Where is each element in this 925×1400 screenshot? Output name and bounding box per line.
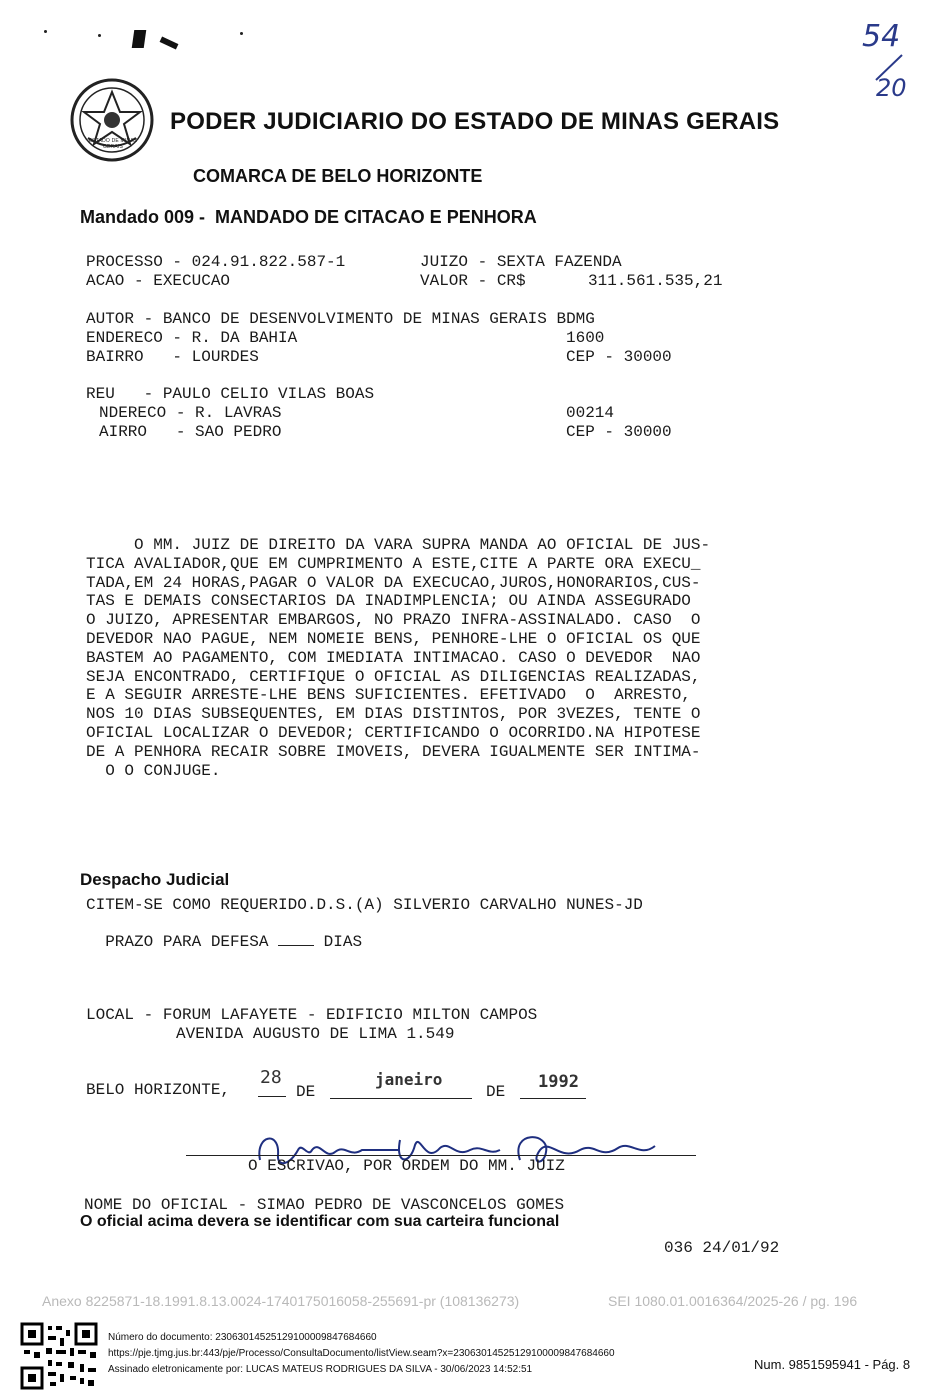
page-number: Num. 9851595941 - Pág. 8 — [754, 1357, 911, 1372]
date-day: 28 — [260, 1067, 282, 1088]
date-day-blank — [258, 1096, 286, 1097]
reu-endereco: NDERECO - R. LAVRAS — [99, 404, 282, 422]
date-de-1: DE — [296, 1083, 316, 1101]
despacho-text: CITEM-SE COMO REQUERIDO.D.S.(A) SILVERIO CARVALHO NUNES-JD — [86, 896, 643, 914]
date-month: janeiro — [375, 1070, 443, 1089]
despacho-heading: Despacho Judicial — [80, 870, 230, 889]
body-line: E A SEGUIR ARRESTE-LHE BENS SUFICIENTES. EFETIVADO O ARRESTO, — [86, 686, 691, 705]
body-line: DEVEDOR NAO PAGUE, NEM NOMEIE BENS, PENHORE-LHE O OFICIAL OS QUE — [86, 629, 701, 648]
valor-amount: 311.561.535,21 — [588, 272, 723, 290]
body-line: TICA AVALIADOR,QUE EM CUMPRIMENTO A ESTE,CITE A PARTE ORA EXECU_ — [86, 554, 701, 573]
comarca-heading: COMARCA DE BELO HORIZONTE — [193, 166, 483, 186]
reu-bairro: AIRRO - SAO PEDRO — [99, 423, 282, 441]
processo-number: PROCESSO - 024.91.822.587-1 — [86, 253, 346, 271]
autor-endereco: ENDERECO - R. DA BAHIA — [86, 329, 298, 347]
reu-numero: 00214 — [566, 404, 615, 422]
date-de-2: DE — [486, 1083, 506, 1101]
body-line: BASTEM AO PAGAMENTO, COM IMEDIATA INTIMACAO. CASO O DEVEDOR NAO — [86, 648, 701, 667]
autor-cep: CEP - 30000 — [566, 348, 672, 366]
valor-label: VALOR - CR$ — [420, 272, 526, 290]
local-line1: LOCAL - FORUM LAFAYETE - EDIFICIO MILTON CAMPOS — [86, 1006, 538, 1024]
body-line: DE A PENHORA RECAIR SOBRE IMOVEIS, DEVERA IGUALMENTE SER INTIMA- — [86, 742, 701, 761]
local-line2: AVENIDA AUGUSTO DE LIMA 1.549 — [176, 1025, 455, 1043]
prazo-label: PRAZO PARA DEFESA — [105, 933, 269, 951]
oficial-name: NOME DO OFICIAL - SIMAO PEDRO DE VASCONCELOS GOMES — [84, 1196, 565, 1214]
annex-reference: Anexo 8225871-18.1991.8.13.0024-1740175016058-255691-pr (108136273) — [42, 1293, 520, 1309]
document-code: 036 24/01/92 — [664, 1239, 780, 1257]
signature-caption: O ESCRIVAO, POR ORDEM DO MM. JUIZ — [248, 1157, 565, 1175]
reu-name: REU - PAULO CELIO VILAS BOAS — [86, 385, 375, 403]
scan-speck — [98, 34, 101, 37]
signature-line — [186, 1155, 696, 1156]
corner-note-top: 54 — [862, 19, 901, 54]
seal-caption: ESTADO DE MINAS GERAIS — [88, 138, 138, 150]
scan-speck — [44, 30, 47, 33]
corner-page-note — [862, 19, 918, 102]
scan-mark — [132, 30, 147, 48]
scan-speck — [240, 32, 243, 35]
sei-reference: SEI 1080.01.0016364/2025-26 / pg. 196 — [608, 1293, 858, 1309]
date-month-blank — [330, 1098, 472, 1099]
body-line: O O CONJUGE. — [86, 761, 221, 780]
body-line: TADA,EM 24 HORAS,PAGAR O VALOR DA EXECUCAO,JUROS,HONORARIOS,CUS- — [86, 573, 701, 592]
body-line: SEJA ENCONTRADO, CERTIFIQUE O OFICIAL AS DILIGENCIAS REALIZADAS, — [86, 667, 701, 686]
date-year: 1992 — [538, 1072, 579, 1092]
body-line: TAS E DEMAIS CONSECTARIOS DA INADIMPLENCIA; OU AINDA ASSEGURADO — [86, 592, 691, 611]
body-line: NOS 10 DIAS SUBSEQUENTES, EM DIAS DISTINTOS, POR 3VEZES, TENTE O — [86, 705, 701, 724]
acao: ACAO - EXECUCAO — [86, 272, 231, 290]
body-line: OFICIAL LOCALIZAR O DEVEDOR; CERTIFICANDO O OCORRIDO.NA HIPOTESE — [86, 723, 701, 742]
oficial-notice: O oficial acima devera se identificar com sua carteira funcional — [80, 1213, 560, 1230]
juizo: JUIZO - SEXTA FAZENDA — [420, 253, 622, 271]
prazo-dias: DIAS — [323, 933, 363, 951]
mandate-body — [86, 536, 710, 780]
body-line: O MM. JUIZ DE DIREITO DA VARA SUPRA MANDA AO OFICIAL DE JUS- — [86, 536, 711, 554]
corner-note-bottom: 20 — [876, 74, 907, 102]
document-number: Número do documento: 23063014525129100009847684660 — [108, 1332, 377, 1343]
date-year-blank — [520, 1098, 586, 1099]
autor-bairro: BAIRRO - LOURDES — [86, 348, 259, 366]
qr-code-icon — [20, 1322, 98, 1390]
reu-cep: CEP - 30000 — [566, 423, 672, 441]
scan-mark — [160, 36, 179, 49]
document-url[interactable]: https://pje.tjmg.jus.br:443/pje/Processo/ConsultaDocumento/listView.seam?x=23063014525129100009847684660 — [108, 1348, 615, 1359]
date-city: BELO HORIZONTE, — [86, 1081, 231, 1099]
autor-numero: 1600 — [566, 329, 605, 347]
prazo-line — [86, 914, 362, 952]
body-line: O JUIZO, APRESENTAR EMBARGOS, NO PRAZO INFRA-ASSINALADO. CASO O — [86, 611, 701, 630]
signed-by: Assinado eletronicamente por: LUCAS MATEUS RODRIGUES DA SILVA - 30/06/2023 14:52:51 — [108, 1364, 533, 1375]
autor-name: AUTOR - BANCO DE DESENVOLVIMENTO DE MINAS GERAIS BDMG — [86, 310, 595, 328]
prazo-blank — [278, 945, 314, 946]
page-title: PODER JUDICIARIO DO ESTADO DE MINAS GERAIS — [170, 108, 780, 135]
mandado-heading: Mandado 009 - MANDADO DE CITACAO E PENHORA — [80, 207, 537, 227]
